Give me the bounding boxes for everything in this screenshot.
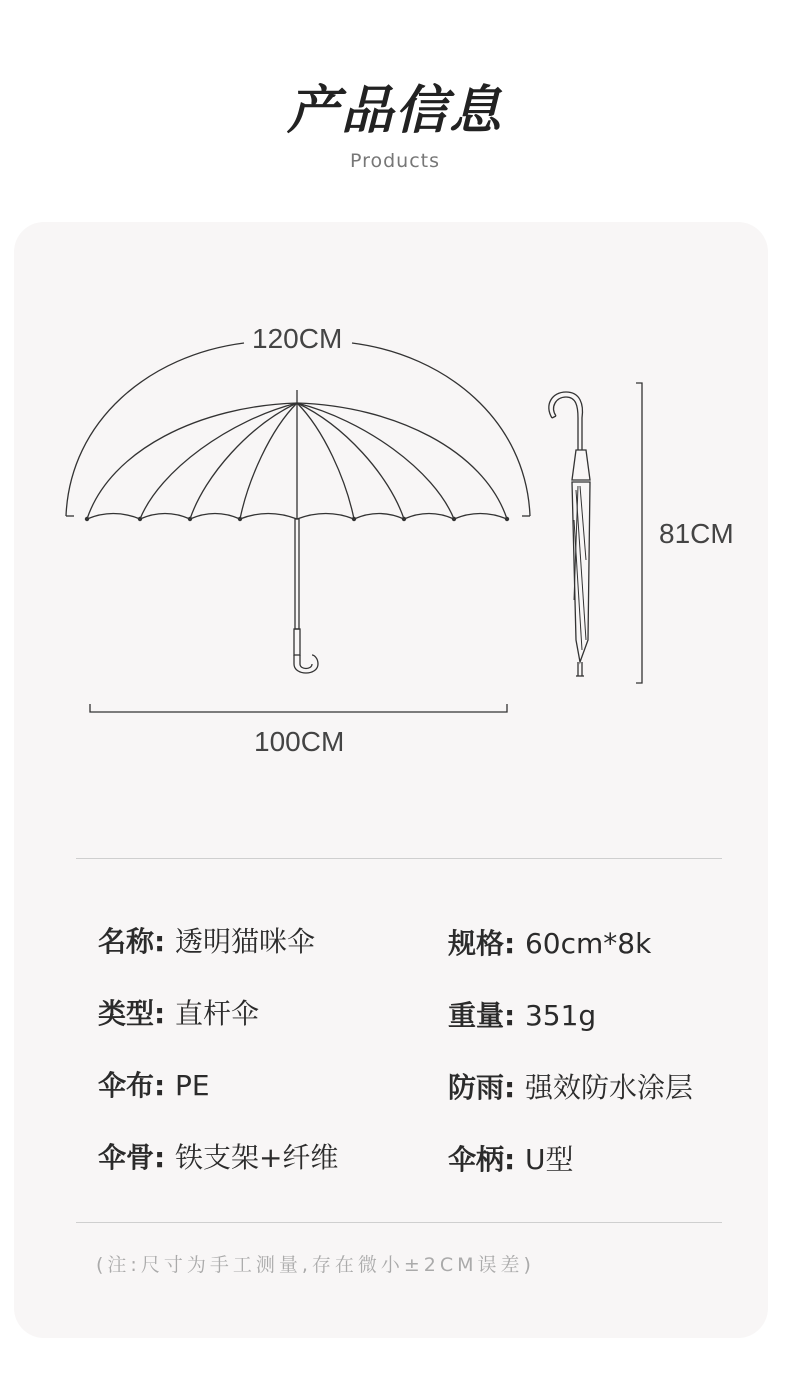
length-dimension-line [90, 704, 507, 712]
spec-weight: 重量: 351g [448, 999, 597, 1032]
height-label: 81CM [659, 518, 734, 549]
arc-dimension-line [66, 343, 244, 516]
umbrella-handle [294, 655, 318, 673]
page-title: 产品信息 [286, 81, 503, 141]
umbrella-shaft [295, 519, 299, 629]
length-label: 100CM [254, 726, 345, 757]
spec-key: 类型 [98, 997, 155, 1030]
measurement-note: (注:尺寸为手工测量,存在微小±2CM误差) [96, 1254, 535, 1276]
spec-rainproof: 防雨: 强效防水涂层 [448, 1071, 693, 1104]
spec-value: 351g [524, 999, 597, 1032]
page-subtitle: Products [349, 150, 441, 172]
spec-value: PE [174, 1069, 210, 1102]
spec-fabric: 伞布: PE [98, 1069, 210, 1102]
spec-key: 防雨 [448, 1071, 505, 1104]
divider-top [76, 858, 722, 859]
height-dimension-line [636, 383, 642, 683]
spec-key: 名称 [98, 925, 155, 958]
spec-name: 名称: 透明猫咪伞 [98, 925, 315, 958]
spec-key: 伞布 [98, 1069, 155, 1102]
divider-bottom [76, 1222, 722, 1223]
spec-handle: 伞柄: U型 [448, 1143, 574, 1176]
spec-frame: 伞骨: 铁支架+纤维 [98, 1141, 339, 1174]
spec-value: U型 [524, 1143, 574, 1176]
umbrella-ribs [140, 403, 454, 519]
spec-size: 规格: 60cm*8k [448, 927, 652, 960]
folded-umbrella [549, 392, 590, 676]
spec-value: 强效防水涂层 [524, 1071, 693, 1104]
umbrella-canopy [87, 403, 297, 519]
spec-value: 透明猫咪伞 [174, 925, 315, 958]
spec-value: 直杆伞 [174, 997, 259, 1030]
spec-key: 伞骨 [98, 1141, 155, 1174]
spec-key: 重量 [448, 999, 505, 1032]
umbrella-canopy [297, 403, 507, 519]
arc-dimension-line [352, 343, 530, 516]
arc-width-label: 120CM [252, 323, 343, 354]
spec-key: 规格 [448, 927, 505, 960]
spec-type: 类型: 直杆伞 [98, 997, 259, 1030]
spec-value: 60cm*8k [524, 927, 652, 960]
spec-value: 铁支架+纤维 [174, 1141, 339, 1174]
spec-key: 伞柄 [448, 1143, 505, 1176]
